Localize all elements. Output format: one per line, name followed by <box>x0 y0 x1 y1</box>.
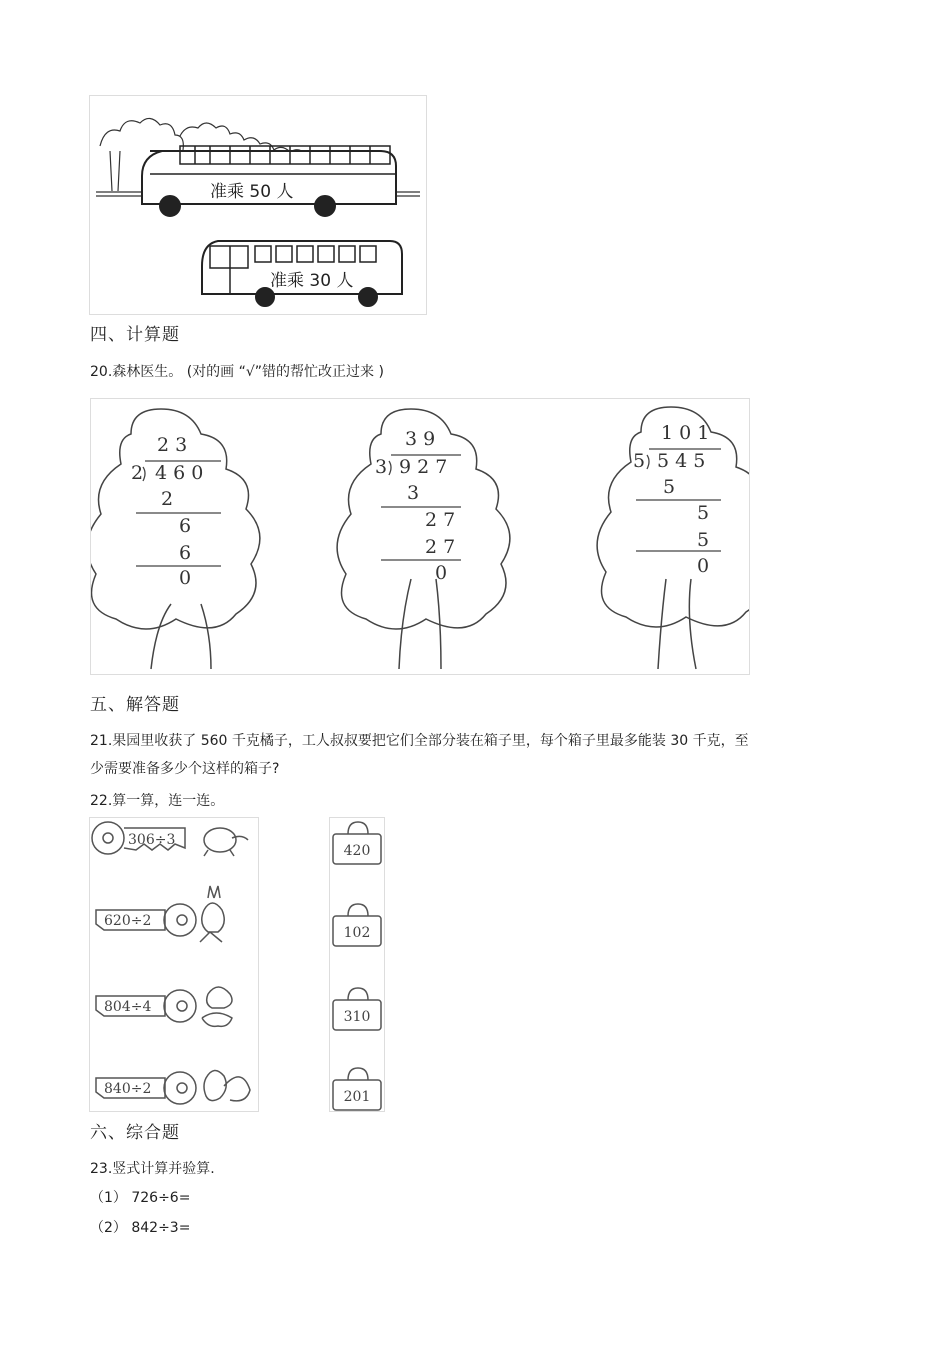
tree-2 <box>337 409 510 669</box>
q23-item-1: （1） 726÷6= <box>90 1190 191 1206</box>
tree3-step-2: 5 <box>697 502 710 524</box>
tree3-step-4: 0 <box>697 555 710 577</box>
key-2-expr: 620÷2 <box>104 913 152 929</box>
tree3-divisor: 5 <box>633 450 646 472</box>
tree3-dividend: 5 4 5 <box>657 450 706 472</box>
tree1-step-2: 6 <box>179 515 192 537</box>
keys-illustration <box>90 818 258 1111</box>
tree1-dividend: 4 6 0 <box>155 462 204 484</box>
lock-1-value: 420 <box>343 843 371 859</box>
tree2-step-4: 0 <box>435 562 448 584</box>
locks-figure <box>329 817 385 1112</box>
keys-figure <box>89 817 259 1112</box>
tree1-divisor: 2 <box>131 462 144 484</box>
lock-3-value: 310 <box>343 1009 371 1025</box>
tree1-step-4: 0 <box>179 567 192 589</box>
section-5-title: 五、解答题 <box>90 695 180 715</box>
lock-4-value: 201 <box>343 1089 371 1105</box>
key-3-expr: 804÷4 <box>104 999 152 1015</box>
tree2-dividend: 9 2 7 <box>399 456 448 478</box>
tree1-step-1: 2 <box>161 488 174 510</box>
key-4-expr: 840÷2 <box>104 1081 152 1097</box>
q22-text: 22.算一算，连一连。 <box>90 793 225 809</box>
lock-2-value: 102 <box>343 925 371 941</box>
tree3-step-1: 5 <box>663 476 676 498</box>
tree3-quotient: 1 0 1 <box>661 422 710 444</box>
locks-illustration <box>330 818 384 1111</box>
trees-illustration <box>91 399 749 674</box>
tree1-step-3: 6 <box>179 542 192 564</box>
tree2-step-1: 3 <box>407 482 420 504</box>
bus-illustration <box>90 96 426 314</box>
section-6-title: 六、综合题 <box>90 1123 180 1143</box>
tree1-quotient: 2 3 <box>157 434 188 456</box>
q23-text: 23.竖式计算并验算. <box>90 1161 215 1177</box>
key-1-expr: 306÷3 <box>128 832 176 848</box>
q21-line-2: 少需要准备多少个这样的箱子? <box>90 761 280 777</box>
section-4-title: 四、计算题 <box>90 325 180 345</box>
q21-line-1: 21.果园里收获了 560 千克橘子，工人叔叔要把它们全部分装在箱子里，每个箱子里最多能装 30 千克，至 <box>90 733 749 749</box>
tree2-step-2: 2 7 <box>425 509 456 531</box>
big-bus <box>142 146 396 216</box>
tree-1 <box>91 409 260 669</box>
tree2-quotient: 3 9 <box>405 428 436 450</box>
tree3-step-3: 5 <box>697 529 710 551</box>
tree2-step-3: 2 7 <box>425 536 456 558</box>
big-bus-label: 准乘 50 人 <box>210 182 294 202</box>
forest-doctor-figure <box>90 398 750 675</box>
small-bus-label: 准乘 30 人 <box>270 271 354 291</box>
q23-item-2: （2） 842÷3= <box>90 1220 191 1236</box>
tree2-divisor: 3 <box>375 456 388 478</box>
q20-text: 20.森林医生。 (对的画 “√”错的帮忙改正过来 ) <box>90 364 384 380</box>
bus-figure <box>89 95 427 315</box>
tree-3 <box>597 407 749 669</box>
